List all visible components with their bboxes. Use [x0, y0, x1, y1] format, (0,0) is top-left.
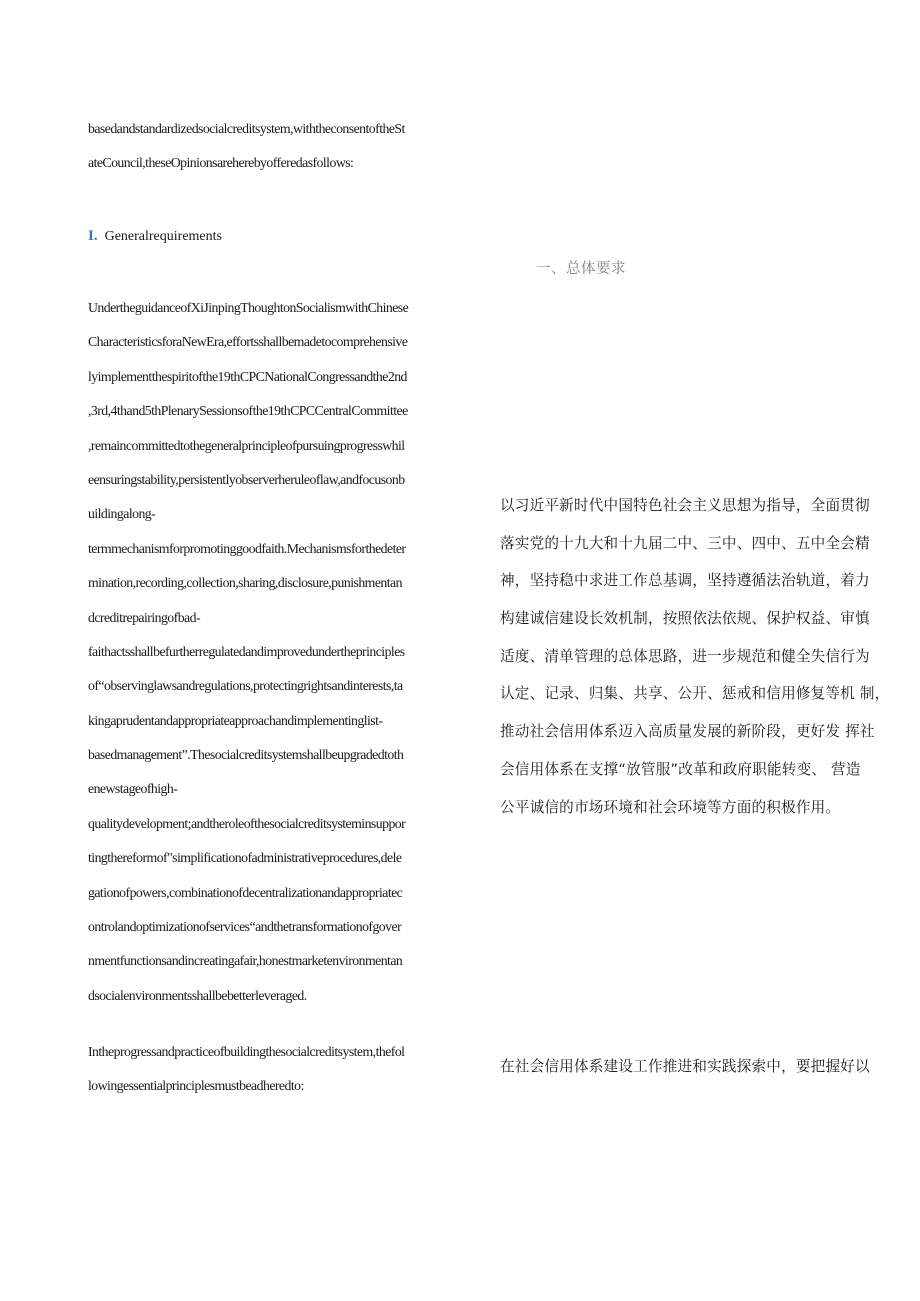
- general-requirements-paragraph-zh: [500, 487, 892, 826]
- text-line: enewstageofhigh-: [88, 781, 178, 797]
- principles-paragraph-zh: [500, 1048, 892, 1086]
- intro-paragraph: [88, 112, 484, 181]
- section-number: I.: [88, 228, 98, 244]
- text-line: of“observinglawsandregulations,protectingrightsandinterests,ta: [88, 678, 403, 694]
- text-line: lowingessentialprinciplesmustbeadheredto:: [88, 1078, 304, 1094]
- text-line: ontrolandoptimizationofservices“andthetransformationofgover: [88, 919, 402, 935]
- text-line: 构建诚信建设长效机制，按照依法依规、保护权益、审慎: [500, 610, 870, 628]
- text-line: termmechanismforpromotinggoodfaith.Mechanismsforthedeter: [88, 540, 406, 556]
- section-title: Generalrequirements: [104, 229, 222, 244]
- text-line: 落实党的十九大和十九届二中、三中、四中、五中全会精: [500, 534, 870, 552]
- section-heading: [88, 225, 222, 247]
- text-line: 认定、记录、归集、共享、公开、惩戒和信用修复等机 制，: [500, 685, 890, 703]
- text-line: dcreditrepairingofbad-: [88, 609, 201, 625]
- text-line: 神，坚持稳中求进工作总基调，坚持遵循法治轨道，着力: [500, 572, 870, 590]
- text-line: ateCouncil,theseOpinionsareherebyofferedasfollows:: [88, 155, 354, 171]
- text-line: mination,recording,collection,sharing,disclosure,punishmentan: [88, 575, 402, 591]
- text-line: basedmanagement”.Thesocialcreditsystemshallbeupgradedtoth: [88, 747, 404, 763]
- text-line: dsocialenvironmentsshallbebetterleveraged.: [88, 987, 307, 1003]
- text-line: 以习近平新时代中国特色社会主义思想为指导，全面贯彻: [500, 497, 870, 514]
- text-line: gationofpowers,combinationofdecentralizationandappropriatec: [88, 884, 403, 900]
- text-line: 公平诚信的市场环境和社会环境等方面的积极作用。: [500, 798, 841, 816]
- principles-paragraph: [88, 1035, 484, 1104]
- text-line: 会信用体系在支撑“放管服”改革和政府职能转变、 营造: [500, 760, 861, 778]
- text-line: lyimplementthespiritofthe19thCPCNationalCongressandthe2nd: [88, 368, 407, 384]
- text-line: ,remaincommittedtothegeneralprincipleofpursuingprogresswhil: [88, 437, 405, 453]
- section-heading-zh: 一、总体要求: [536, 261, 626, 277]
- text-line: 适度、清单管理的总体思路，进一步规范和健全失信行为: [500, 647, 870, 665]
- text-line: tingthereformof"simplificationofadministrativeprocedures,dele: [88, 850, 402, 866]
- text-line: nmentfunctionsandincreatingafair,honestmarketenvironmentan: [88, 953, 403, 969]
- general-requirements-paragraph: [88, 291, 484, 1013]
- text-line: basedandstandardizedsocialcreditsystem,withtheconsentoftheSt: [88, 121, 405, 136]
- text-line: UndertheguidanceofXiJinpingThoughtonSocialismwithChinese: [88, 300, 409, 315]
- text-line: 推动社会信用体系迈入高质量发展的新阶段，更好发 挥社: [500, 723, 875, 741]
- text-line: eensuringstability,persistentlyobserverheruleoflaw,andfocusonb: [88, 471, 405, 487]
- text-line: Intheprogressandpracticeofbuildingthesocialcreditsystem,thefol: [88, 1044, 405, 1059]
- text-line: ,3rd,4thand5thPlenarySessionsofthe19thCPCCentralCommittee: [88, 403, 408, 419]
- text-line: qualitydevelopment;andtheroleofthesocialcreditsysteminsuppor: [88, 815, 406, 831]
- text-line: faithactsshallbefurtherregulatedandimprovedundertheprinciples: [88, 643, 405, 659]
- text-line: kingaprudentandappropriateapproachandimplementinglist-: [88, 712, 383, 728]
- text-line: CharacteristicsforaNewEra,effortsshallbemadetocomprehensive: [88, 334, 408, 350]
- text-line: 在社会信用体系建设工作推进和实践探索中，要把握好以: [500, 1058, 870, 1075]
- text-line: uildingalong-: [88, 506, 156, 522]
